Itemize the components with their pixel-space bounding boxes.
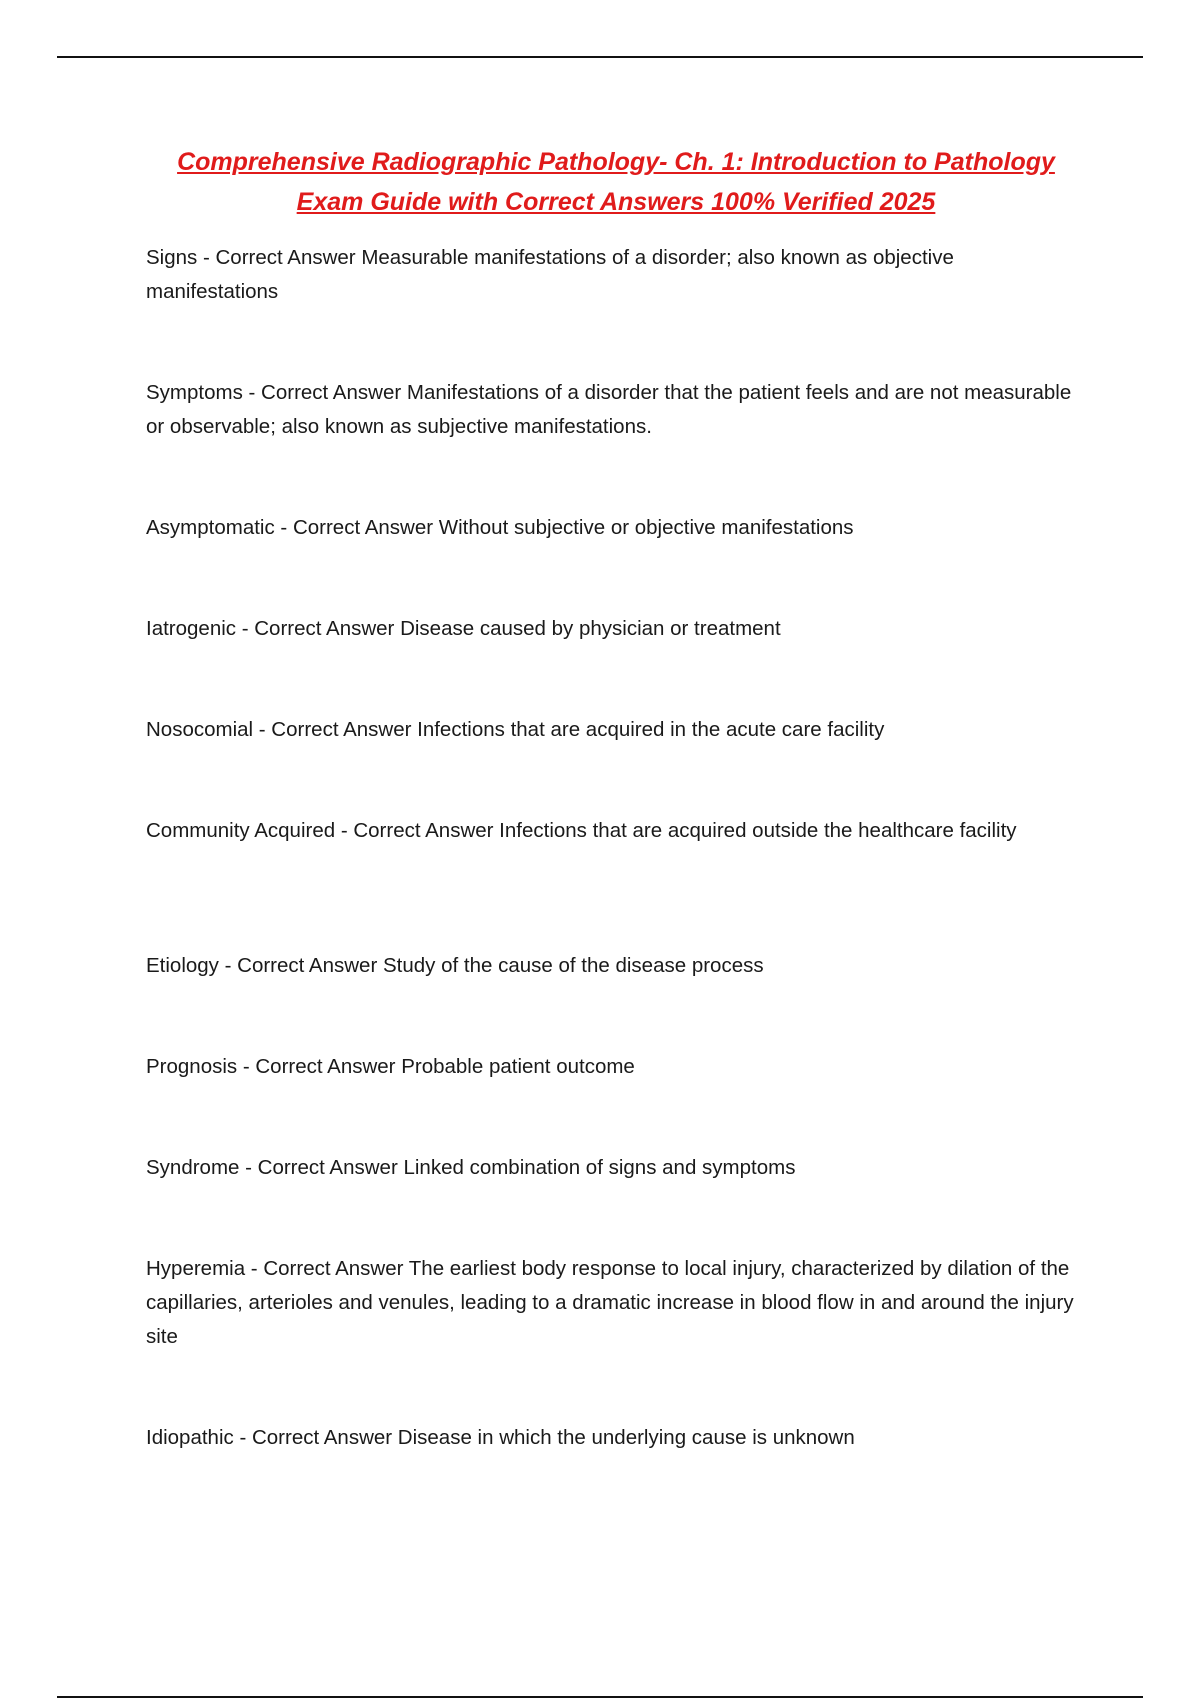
top-rule — [57, 56, 1143, 58]
bottom-rule — [57, 1696, 1143, 1698]
entry-signs: Signs - Correct Answer Measurable manifestations of a disorder; also known as objective manifestations — [146, 246, 954, 303]
entry-asymptomatic: Asymptomatic - Correct Answer Without subjective or objective manifestations — [146, 516, 854, 539]
entry-symptoms: Symptoms - Correct Answer Manifestations of a disorder that the patient feels and are not measurable or observable; also known as subjective manifestations. — [146, 381, 1072, 438]
entry-community-acquired: Community Acquired - Correct Answer Infections that are acquired outside the healthcare facility — [146, 819, 1017, 842]
entry-nosocomial: Nosocomial - Correct Answer Infections that are acquired in the acute care facility — [146, 718, 885, 741]
document-title: Comprehensive Radiographic Pathology- Ch. 1: Introduction to Pathology Exam Guide with Correct Answers 100% Verified 2025 — [177, 148, 1055, 216]
entry-prognosis: Prognosis - Correct Answer Probable patient outcome — [146, 1055, 635, 1078]
entry-etiology: Etiology - Correct Answer Study of the cause of the disease process — [146, 954, 764, 977]
entry-syndrome: Syndrome - Correct Answer Linked combination of signs and symptoms — [146, 1156, 796, 1179]
entry-idiopathic: Idiopathic - Correct Answer Disease in which the underlying cause is unknown — [146, 1426, 855, 1449]
entry-iatrogenic: Iatrogenic - Correct Answer Disease caused by physician or treatment — [146, 617, 781, 640]
entry-hyperemia: Hyperemia - Correct Answer The earliest body response to local injury, characterized by dilation of the capillaries, arterioles and venules, leading to a dramatic increase in blood flow in and around the injury site — [146, 1257, 1074, 1348]
